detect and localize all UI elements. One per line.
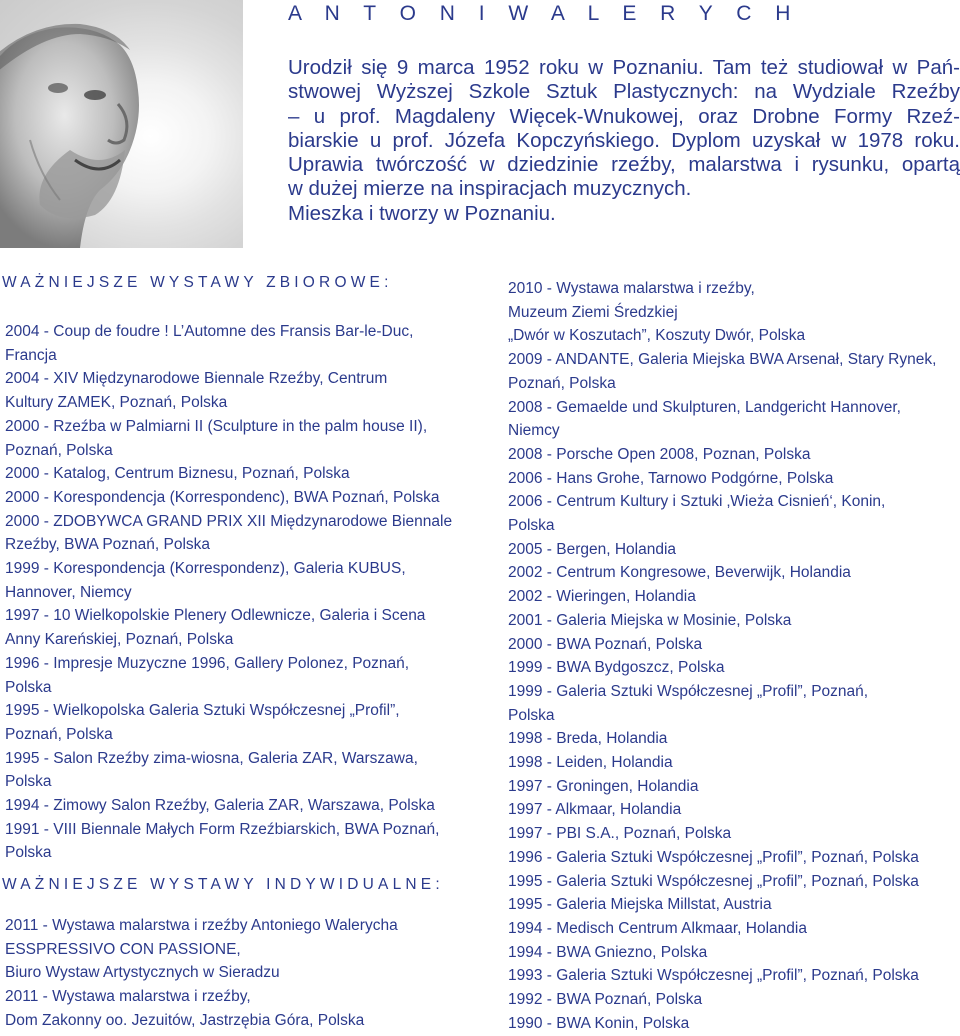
solo-exhibitions-list-continued [508,277,958,1036]
list-item: 1999 - Korespondencja (Korrespondenz), Galeria KUBUS, Hannover, Niemcy [5,560,406,601]
list-item: 1995 - Galeria Miejska Millstat, Austria [508,896,772,914]
list-item: 1997 - 10 Wielkopolskie Plenery Odlewnicze, Galeria i Scena Anny Kareńskiej, Poznań, Polska [5,607,426,649]
bio-line: Urodził się 9 marca 1952 roku w Poznaniu. Tam też studiował w Pań- [288,56,960,79]
bio-line: w dużej mierze na inspiracjach muzycznych. [288,177,692,201]
solo-exhibitions-list [5,914,475,1033]
list-item: 1999 - Galeria Sztuki Współczesnej „Profil”, Poznań, Polska [508,682,869,724]
list-item: 2006 - Centrum Kultury i Sztuki ‚Wieża Cisnień‘, Konin, Polska [508,493,886,535]
list-item: 2008 - Porsche Open 2008, Poznan, Polska [508,445,811,463]
solo-exhibitions-heading: WAŻNIEJSZE WYSTAWY INDYWIDUALNE: [2,876,444,893]
list-item: 1990 - BWA Konin, Polska [508,1014,690,1032]
bio-line: biarskie u prof. Józefa Kopczyńskiego. Dyplom uzyskał w 1978 roku. [288,128,960,152]
group-exhibitions-list [5,320,475,865]
list-item: 2002 - Centrum Kongresowe, Beverwijk, Holandia [508,564,851,582]
list-item: 1993 - Galeria Sztuki Współczesnej „Profil”, Poznań, Polska [508,967,919,985]
list-item: 1994 - BWA Gniezno, Polska [508,943,708,961]
list-item: 2009 - ANDANTE, Galeria Miejska BWA Arsenał, Stary Rynek, Poznań, Polska [508,351,937,392]
list-item: 1997 - Alkmaar, Holandia [508,801,682,819]
list-item: 1996 - Impresje Muzyczne 1996, Gallery Polonez, Poznań, Polska [5,654,410,696]
list-item: 1991 - VIII Biennale Małych Form Rzeźbiarskich, BWA Poznań, Polska [5,820,440,862]
list-item: 1996 - Galeria Sztuki Współczesnej „Profil”, Poznań, Polska [508,848,919,866]
list-item: 1994 - Zimowy Salon Rzeźby, Galeria ZAR, Warszawa, Polska [5,797,435,815]
list-item: 2010 - Wystawa malarstwa i rzeźby, Muzeum Ziemi Średzkiej „Dwór w Koszutach”, Koszuty Dwór, Polska [508,280,806,345]
list-item: 1994 - Medisch Centrum Alkmaar, Holandia [508,919,807,937]
list-item: 1998 - Breda, Holandia [508,730,668,748]
list-item: 2004 - Coup de foudre ! L’Automne des Fransis Bar-le-Duc, Francja [5,323,414,364]
list-item: 1995 - Galeria Sztuki Współczesnej „Profil”, Poznań, Polska [508,872,919,890]
list-item: 1995 - Salon Rzeźby zima-wiosna, Galeria ZAR, Warszawa, Polska [5,749,418,791]
list-item: 2011 - Wystawa malarstwa i rzeźby Antoniego Walerycha ESSPRESSIVO CON PASSIONE, Biuro Wystaw Artystycznych w Sieradzu [5,917,398,982]
list-item: 2011 - Wystawa malarstwa i rzeźby, Dom Zakonny oo. Jezuitów, Jastrzębia Góra, Polska [5,988,365,1029]
bio-line: – u prof. Magdaleny Więcek-Wnukowej, oraz Drobne Formy Rzeź- [288,104,960,128]
list-item: 2001 - Galeria Miejska w Mosinie, Polska [508,611,792,629]
bio-line: Mieszka i tworzy w Poznaniu. [288,201,556,225]
artist-bio [288,56,960,226]
list-item: 1992 - BWA Poznań, Polska [508,991,703,1009]
list-item: 2004 - XIV Międzynarodowe Biennale Rzeźby, Centrum Kultury ZAMEK, Poznań, Polska [5,370,388,412]
list-item: 1997 - PBI S.A., Poznań, Polska [508,825,732,843]
list-item: 2002 - Wieringen, Holandia [508,588,696,606]
artist-name: A N T O N I W A L E R Y C H [288,2,800,25]
artist-portrait [0,0,243,248]
list-item: 2006 - Hans Grohe, Tarnowo Podgórne, Polska [508,469,834,487]
list-item: 1995 - Wielkopolska Galeria Sztuki Współczesnej „Profil”, Poznań, Polska [5,702,400,743]
list-item: 1998 - Leiden, Holandia [508,754,673,772]
list-item: 2000 - Rzeźba w Palmiarni II (Sculpture in the palm house II), Poznań, Polska [5,417,428,459]
list-item: 2000 - Katalog, Centrum Biznesu, Poznań, Polska [5,465,350,483]
bio-line: stwowej Wyższej Szkole Sztuk Plastycznych: na Wydziale Rzeźby [288,80,960,104]
bio-line: Uprawia twórczość w dziedzinie rzeźby, malarstwa i rysunku, opartą [288,153,960,177]
list-item: 1997 - Groningen, Holandia [508,777,699,795]
group-exhibitions-heading: WAŻNIEJSZE WYSTAWY ZBIOROWE: [2,274,393,291]
list-item: 2000 - BWA Poznań, Polska [508,635,703,653]
list-item: 2008 - Gemaelde und Skulpturen, Landgericht Hannover, Niemcy [508,398,901,440]
list-item: 2000 - ZDOBYWCA GRAND PRIX XII Międzynarodowe Biennale Rzeźby, BWA Poznań, Polska [5,512,453,554]
list-item: 2000 - Korespondencja (Korrespondenc), BWA Poznań, Polska [5,488,440,506]
list-item: 2005 - Bergen, Holandia [508,540,677,558]
list-item: 1999 - BWA Bydgoszcz, Polska [508,659,725,677]
